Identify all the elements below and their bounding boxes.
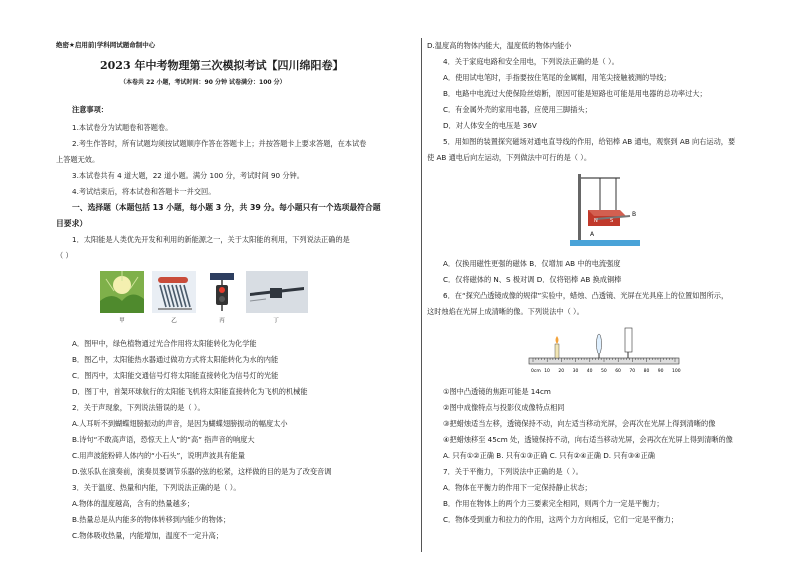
q6-statement: ④把蜡烛移至 45cm 处，透镜保持不动，向右适当移动光屏，会再次在光屏上得到清晰的像 <box>443 435 733 444</box>
q2-option: A.人耳听不到蝴蝶翅膀振动的声音，是因为蝴蝶翅膀振动的幅度太小 <box>72 419 288 428</box>
q4-option: A．使用试电笔时，手指要按住笔尾的金属帽，用笔尖接触被测的导线； <box>443 73 671 82</box>
ruler-tick-label: 80 <box>643 369 650 374</box>
q3-option: B.热量总是从内能多的物体转移到内能少的物体； <box>72 515 231 524</box>
q4-option: B．电路中电流过大使保险丝熔断，原因可能是短路也可能是用电器的总功率过大； <box>443 89 707 98</box>
q6-statement: ③把蜡烛适当左移，透镜保持不动，向左适当移动光屏，会再次在光屏上得到清晰的像 <box>443 419 716 428</box>
column-divider <box>421 38 422 552</box>
ruler-tick-label: 40 <box>586 369 593 374</box>
question-2: 2．关于声现象，下列说法错误的是（ ）。 <box>72 403 205 412</box>
q3-option: A.物体的温度越高，含有的热量越多； <box>72 499 195 508</box>
caption-jia: 甲 <box>119 318 125 324</box>
question-7: 7．关于平衡力，下列说法中正确的是（ ）。 <box>443 467 583 476</box>
question-4: 4．关于家庭电路和安全用电，下列说法正确的是（ ）。 <box>443 57 619 66</box>
q2-option: B.诗句“不敢高声语，恐惊天上人”的“高” 指声音的响度大 <box>72 435 255 444</box>
question-3: 3．关于温度、热量和内能，下列说法正确的是（ ）。 <box>72 483 241 492</box>
q1-option: C．图丙中，太阳能交通信号灯将太阳能直接转化为信号灯的光能 <box>72 371 279 380</box>
ruler-tick-label: 10 <box>544 369 550 374</box>
ruler-tick-label: 100 <box>672 369 681 374</box>
q1-image-row <box>100 271 360 331</box>
question-1: 1．太阳能是人类优先开发和利用的新能源之一，关于太阳能的利用，下列说法正确的是 <box>72 235 350 244</box>
header-label: 绝密★启用前|学科网试题命制中心 <box>56 41 156 49</box>
solar-plane-photo <box>246 271 308 313</box>
q6-figure <box>525 322 685 378</box>
ruler-tick-label: 60 <box>615 369 621 374</box>
traffic-light-photo <box>204 271 240 313</box>
q6-statement: ①图中凸透镜的焦距可能是 14cm <box>443 387 551 396</box>
ruler-tick-label: 20 <box>558 369 565 374</box>
question-1: （ ） <box>56 251 73 260</box>
q2-option: C.用声波能粉碎人体内的“小石头”，说明声波具有能量 <box>72 451 245 460</box>
notice-title: 注意事项： <box>72 105 108 114</box>
notice-line: 上答题无效。 <box>56 155 100 164</box>
unit-label: 0cm <box>531 369 541 374</box>
plant-photo <box>100 271 144 313</box>
q1-option: B．图乙中，太阳能热水器通过做功方式将太阳能转化为水的内能 <box>72 355 279 364</box>
q3-option: C.物体吸收热量，内能增加，温度不一定升高； <box>72 531 224 540</box>
notice-line: 2.考生作答时，所有试题均须按试题顺序作答在答题卡上；并按答题卡上要求答题，在本试卷 <box>72 139 367 148</box>
section-heading: 一、选择题（本题包括 13 小题，每小题 3 分，共 39 分。每小题只有一个选项最符合题 <box>72 203 381 212</box>
q6-statement: ②图中成像特点与投影仪成像特点相同 <box>443 403 565 412</box>
caption-bing: 丙 <box>219 318 225 324</box>
q7-option: A．物体在平衡力的作用下一定保持静止状态； <box>443 483 592 492</box>
section-heading: 目要求） <box>56 219 88 228</box>
q1-option: A．图甲中，绿色植物通过光合作用将太阳能转化为化学能 <box>72 339 257 348</box>
question-5: 5．用如图的装置探究磁场对通电直导线的作用，给铝棒 AB 通电，观察到 AB 向右运动，要 <box>443 137 736 146</box>
ruler-tick-label: 90 <box>657 369 664 374</box>
label-s: S <box>610 218 614 224</box>
label-n: N <box>594 218 598 224</box>
label-b: B <box>632 211 637 218</box>
label-a: A <box>590 231 595 238</box>
ruler-tick-label: 70 <box>629 369 636 374</box>
q2-option: D.弦乐队在演奏前，演奏员要调节乐器的弦的松紧，这样做的目的是为了改变音调 <box>72 467 332 476</box>
q7-option: B．作用在物体上的两个力三要素完全相同，则两个力一定是平衡力； <box>443 499 664 508</box>
ruler-tick-label: 30 <box>572 369 579 374</box>
q1-option: D．图丁中，首架环球航行的太阳能飞机将太阳能直接转化为飞机的机械能 <box>72 387 308 396</box>
q4-option: D．对人体安全的电压是 36V <box>443 121 537 130</box>
q4-option: C．有金属外壳的家用电器，应使用三脚插头； <box>443 105 592 114</box>
caption-ding: 丁 <box>273 318 279 324</box>
q5-option: C．仅将磁体的 N、S 极对调 D．仅将铝棒 AB 换成铜棒 <box>443 275 622 284</box>
notice-line: 3.本试卷共有 4 道大题，22 道小题。满分 100 分，考试时间 90 分钟。 <box>72 171 304 180</box>
q5-option: A．仅换用磁性更强的磁体 B．仅增加 AB 中的电流强度 <box>443 259 621 268</box>
ruler-tick-label: 50 <box>601 369 607 374</box>
question-6: 6．在“探究凸透镜成像的规律”实验中，蜡烛、凸透镜、光屏在光具座上的位置如图所示， <box>443 291 729 300</box>
q3-option: D.温度高的物体内能大，温度低的物体内能小 <box>427 41 572 50</box>
q5-figure <box>560 170 655 250</box>
question-6: 这时烛焰在光屏上成清晰的像。下列说法中（ ）。 <box>427 307 584 316</box>
exam-title: 2023 年中考物理第三次模拟考试【四川绵阳卷】 <box>100 59 344 72</box>
q7-option: C．物体受到重力和拉力的作用，这两个力方向相反，它们一定是平衡力； <box>443 515 679 524</box>
notice-line: 1.本试卷分为试题卷和答题卷。 <box>72 123 173 132</box>
caption-yi: 乙 <box>171 318 177 324</box>
exam-subtitle: （本卷共 22 小题，考试时间：90 分钟 试卷满分：100 分） <box>120 79 286 86</box>
question-5: 使 AB 通电后向左运动，下列做法中可行的是（ ）。 <box>427 153 592 162</box>
notice-line: 4.考试结束后，将本试卷和答题卡一并交回。 <box>72 187 216 196</box>
solar-heater-photo <box>152 271 196 313</box>
q6-options: A. 只有①②正确 B. 只有①③正确 C. 只有②④正确 D. 只有③④正确 <box>443 451 655 460</box>
